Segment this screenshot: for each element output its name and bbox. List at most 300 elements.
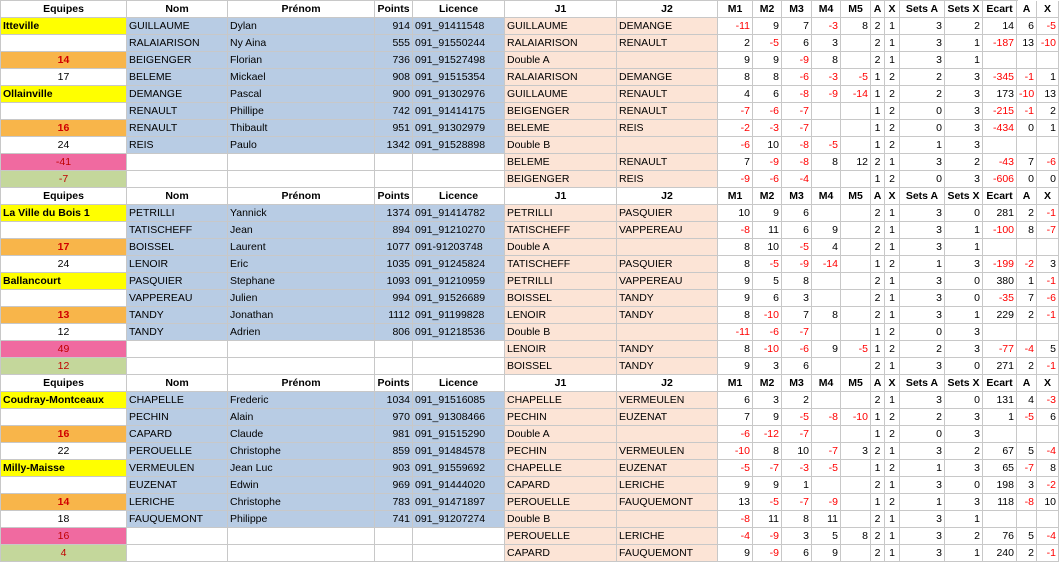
team-summary-cell[interactable]: 16 — [1, 426, 127, 443]
match-score-m2[interactable]: -5 — [753, 35, 782, 52]
match-j1[interactable]: BEIGENGER — [505, 171, 617, 188]
match-j2[interactable] — [617, 239, 718, 256]
match-score-m2[interactable]: 10 — [753, 137, 782, 154]
team-summary-cell[interactable]: 49 — [1, 341, 127, 358]
team-summary-cell[interactable]: 14 — [1, 494, 127, 511]
match-sets-x[interactable]: 2 — [945, 18, 983, 35]
match-sets-x[interactable]: 1 — [945, 239, 983, 256]
match-score-m5[interactable] — [841, 324, 871, 341]
player-points[interactable]: 1034 — [375, 392, 413, 409]
empty-cell[interactable] — [375, 528, 413, 545]
match-x-points[interactable]: -1 — [1037, 358, 1059, 375]
match-score-m3[interactable]: 3 — [782, 290, 812, 307]
match-score-m4[interactable] — [812, 273, 841, 290]
player-nom[interactable]: TANDY — [127, 324, 228, 341]
player-prenom[interactable]: Jonathan — [228, 307, 375, 324]
match-a[interactable]: 1 — [871, 341, 885, 358]
header-nom[interactable]: Nom — [127, 1, 228, 18]
match-a-points[interactable]: 2 — [1017, 205, 1037, 222]
player-licence[interactable]: 091_91245824 — [413, 256, 505, 273]
match-x[interactable]: 1 — [885, 35, 900, 52]
match-score-m1[interactable]: 9 — [718, 358, 753, 375]
match-score-m3[interactable]: -8 — [782, 86, 812, 103]
team-summary-cell[interactable]: Milly-Maisse — [1, 460, 127, 477]
match-x-points[interactable]: 8 — [1037, 460, 1059, 477]
match-ecart[interactable]: 198 — [983, 477, 1017, 494]
match-sets-a[interactable]: 0 — [900, 426, 945, 443]
player-points[interactable]: 742 — [375, 103, 413, 120]
empty-cell[interactable] — [228, 528, 375, 545]
player-licence[interactable]: 091_91515290 — [413, 426, 505, 443]
match-x[interactable]: 1 — [885, 528, 900, 545]
match-ecart[interactable]: 67 — [983, 443, 1017, 460]
player-points[interactable]: 1342 — [375, 137, 413, 154]
team-summary-cell[interactable] — [1, 222, 127, 239]
match-j2[interactable]: DEMANGE — [617, 69, 718, 86]
match-j1[interactable]: CHAPELLE — [505, 392, 617, 409]
match-sets-x[interactable]: 3 — [945, 86, 983, 103]
match-j2[interactable]: DEMANGE — [617, 18, 718, 35]
match-a-points[interactable]: -8 — [1017, 494, 1037, 511]
player-points[interactable]: 741 — [375, 511, 413, 528]
match-j1[interactable]: RALAIARISON — [505, 35, 617, 52]
player-licence[interactable]: 091_91207274 — [413, 511, 505, 528]
header-m1[interactable]: M1 — [718, 375, 753, 392]
match-j1[interactable]: Double B — [505, 511, 617, 528]
match-sets-a[interactable]: 3 — [900, 290, 945, 307]
match-score-m1[interactable]: 9 — [718, 545, 753, 562]
match-a[interactable]: 2 — [871, 35, 885, 52]
match-j1[interactable]: RALAIARISON — [505, 69, 617, 86]
match-score-m2[interactable]: -5 — [753, 256, 782, 273]
player-nom[interactable]: LERICHE — [127, 494, 228, 511]
match-score-m3[interactable]: 8 — [782, 511, 812, 528]
match-x-points[interactable]: 1 — [1037, 69, 1059, 86]
match-j2[interactable]: TANDY — [617, 307, 718, 324]
match-x-points[interactable] — [1037, 52, 1059, 69]
match-score-m2[interactable]: 8 — [753, 69, 782, 86]
match-score-m1[interactable]: -11 — [718, 18, 753, 35]
player-points[interactable]: 903 — [375, 460, 413, 477]
match-sets-x[interactable]: 0 — [945, 290, 983, 307]
match-score-m2[interactable]: 11 — [753, 222, 782, 239]
match-score-m2[interactable]: -6 — [753, 103, 782, 120]
match-x[interactable]: 1 — [885, 443, 900, 460]
match-sets-x[interactable]: 2 — [945, 528, 983, 545]
match-a[interactable]: 2 — [871, 477, 885, 494]
match-score-m4[interactable] — [812, 103, 841, 120]
match-sets-a[interactable]: 3 — [900, 239, 945, 256]
header-sets-a[interactable]: Sets A — [900, 188, 945, 205]
match-score-m4[interactable] — [812, 205, 841, 222]
header-sets-x[interactable]: Sets X — [945, 375, 983, 392]
player-nom[interactable]: FAUQUEMONT — [127, 511, 228, 528]
match-sets-x[interactable]: 0 — [945, 392, 983, 409]
player-nom[interactable]: PECHIN — [127, 409, 228, 426]
player-prenom[interactable]: Christophe — [228, 443, 375, 460]
header-j1[interactable]: J1 — [505, 375, 617, 392]
match-score-m3[interactable]: -8 — [782, 137, 812, 154]
match-x[interactable]: 1 — [885, 239, 900, 256]
match-score-m4[interactable] — [812, 120, 841, 137]
match-a-points[interactable] — [1017, 324, 1037, 341]
match-score-m1[interactable]: -9 — [718, 171, 753, 188]
empty-cell[interactable] — [413, 154, 505, 171]
match-sets-a[interactable]: 3 — [900, 358, 945, 375]
match-j2[interactable]: LERICHE — [617, 477, 718, 494]
match-j2[interactable] — [617, 426, 718, 443]
match-j1[interactable]: Double A — [505, 239, 617, 256]
match-score-m5[interactable] — [841, 511, 871, 528]
match-x[interactable]: 2 — [885, 409, 900, 426]
match-x-points[interactable] — [1037, 511, 1059, 528]
player-nom[interactable]: TANDY — [127, 307, 228, 324]
match-score-m5[interactable]: 8 — [841, 18, 871, 35]
match-score-m2[interactable]: -9 — [753, 528, 782, 545]
match-sets-a[interactable]: 3 — [900, 392, 945, 409]
match-j1[interactable]: PETRILLI — [505, 273, 617, 290]
header-m3[interactable]: M3 — [782, 375, 812, 392]
match-x[interactable]: 1 — [885, 477, 900, 494]
match-a[interactable]: 2 — [871, 528, 885, 545]
match-j2[interactable] — [617, 137, 718, 154]
match-sets-x[interactable]: 2 — [945, 154, 983, 171]
player-points[interactable]: 1112 — [375, 307, 413, 324]
player-prenom[interactable]: Claude — [228, 426, 375, 443]
match-j2[interactable]: RENAULT — [617, 86, 718, 103]
player-prenom[interactable]: Mickael — [228, 69, 375, 86]
match-score-m5[interactable] — [841, 290, 871, 307]
match-sets-x[interactable]: 3 — [945, 171, 983, 188]
player-nom[interactable]: BOISSEL — [127, 239, 228, 256]
match-score-m5[interactable] — [841, 494, 871, 511]
header-nom[interactable]: Nom — [127, 188, 228, 205]
match-x[interactable]: 1 — [885, 511, 900, 528]
match-score-m2[interactable]: 9 — [753, 409, 782, 426]
player-nom[interactable]: PASQUIER — [127, 273, 228, 290]
match-score-m2[interactable]: 11 — [753, 511, 782, 528]
header-team[interactable]: Equipes — [1, 375, 127, 392]
match-j2[interactable]: RENAULT — [617, 35, 718, 52]
header-a[interactable]: A — [871, 1, 885, 18]
match-j1[interactable]: GUILLAUME — [505, 86, 617, 103]
match-x-points[interactable]: -6 — [1037, 290, 1059, 307]
match-sets-a[interactable]: 1 — [900, 494, 945, 511]
match-a[interactable]: 1 — [871, 426, 885, 443]
match-sets-a[interactable]: 0 — [900, 103, 945, 120]
match-score-m3[interactable]: -7 — [782, 494, 812, 511]
match-ecart[interactable]: 1 — [983, 409, 1017, 426]
match-a-points[interactable]: 4 — [1017, 392, 1037, 409]
match-score-m4[interactable]: 9 — [812, 222, 841, 239]
match-score-m1[interactable]: 8 — [718, 69, 753, 86]
match-score-m5[interactable] — [841, 239, 871, 256]
player-licence[interactable]: 091-91203748 — [413, 239, 505, 256]
match-score-m4[interactable]: -14 — [812, 256, 841, 273]
match-sets-a[interactable]: 1 — [900, 460, 945, 477]
match-score-m2[interactable]: 8 — [753, 443, 782, 460]
player-nom[interactable]: BELEME — [127, 69, 228, 86]
match-a[interactable]: 2 — [871, 290, 885, 307]
match-score-m3[interactable]: -8 — [782, 154, 812, 171]
match-score-m5[interactable] — [841, 460, 871, 477]
player-nom[interactable]: EUZENAT — [127, 477, 228, 494]
player-licence[interactable]: 091_91302976 — [413, 86, 505, 103]
player-nom[interactable]: PETRILLI — [127, 205, 228, 222]
match-x[interactable]: 2 — [885, 69, 900, 86]
match-a[interactable]: 2 — [871, 443, 885, 460]
match-score-m2[interactable]: 10 — [753, 239, 782, 256]
player-nom[interactable]: LENOIR — [127, 256, 228, 273]
header-x2[interactable]: X — [1037, 1, 1059, 18]
match-score-m1[interactable]: 8 — [718, 341, 753, 358]
match-score-m2[interactable]: -6 — [753, 324, 782, 341]
match-a[interactable]: 1 — [871, 460, 885, 477]
header-a2[interactable]: A — [1017, 188, 1037, 205]
player-licence[interactable]: 091_91526689 — [413, 290, 505, 307]
match-score-m1[interactable]: 7 — [718, 409, 753, 426]
empty-cell[interactable] — [375, 341, 413, 358]
player-points[interactable]: 914 — [375, 18, 413, 35]
team-summary-cell[interactable]: Coudray-Montceaux — [1, 392, 127, 409]
team-summary-cell[interactable]: 17 — [1, 239, 127, 256]
player-prenom[interactable]: Pascal — [228, 86, 375, 103]
match-x-points[interactable]: -1 — [1037, 273, 1059, 290]
player-points[interactable]: 951 — [375, 120, 413, 137]
team-summary-cell[interactable] — [1, 103, 127, 120]
match-x-points[interactable] — [1037, 324, 1059, 341]
match-score-m2[interactable]: 9 — [753, 477, 782, 494]
team-summary-cell[interactable]: Ollainville — [1, 86, 127, 103]
match-score-m4[interactable] — [812, 290, 841, 307]
match-score-m5[interactable] — [841, 103, 871, 120]
match-score-m1[interactable]: 2 — [718, 35, 753, 52]
player-licence[interactable]: 091_91411548 — [413, 18, 505, 35]
match-x[interactable]: 1 — [885, 52, 900, 69]
match-score-m4[interactable]: 4 — [812, 239, 841, 256]
player-points[interactable]: 900 — [375, 86, 413, 103]
match-score-m2[interactable]: -5 — [753, 494, 782, 511]
empty-cell[interactable] — [228, 154, 375, 171]
match-a-points[interactable]: 5 — [1017, 443, 1037, 460]
match-score-m5[interactable] — [841, 392, 871, 409]
match-sets-x[interactable]: 3 — [945, 256, 983, 273]
match-j2[interactable]: REIS — [617, 120, 718, 137]
match-score-m2[interactable]: 3 — [753, 392, 782, 409]
match-score-m3[interactable]: 7 — [782, 307, 812, 324]
match-x-points[interactable]: -1 — [1037, 307, 1059, 324]
player-licence[interactable]: 091_91516085 — [413, 392, 505, 409]
match-a-points[interactable]: 13 — [1017, 35, 1037, 52]
empty-cell[interactable] — [375, 358, 413, 375]
match-a[interactable]: 1 — [871, 120, 885, 137]
empty-cell[interactable] — [228, 171, 375, 188]
team-summary-cell[interactable] — [1, 290, 127, 307]
match-score-m5[interactable]: -14 — [841, 86, 871, 103]
header-sets-a[interactable]: Sets A — [900, 375, 945, 392]
match-score-m1[interactable]: 6 — [718, 392, 753, 409]
match-a-points[interactable]: -7 — [1017, 460, 1037, 477]
match-score-m5[interactable] — [841, 35, 871, 52]
match-score-m1[interactable]: 9 — [718, 477, 753, 494]
player-prenom[interactable]: Laurent — [228, 239, 375, 256]
match-x-points[interactable]: 10 — [1037, 494, 1059, 511]
empty-cell[interactable] — [228, 341, 375, 358]
match-score-m5[interactable] — [841, 307, 871, 324]
team-summary-cell[interactable]: Ballancourt — [1, 273, 127, 290]
player-nom[interactable]: REIS — [127, 137, 228, 154]
match-ecart[interactable]: -199 — [983, 256, 1017, 273]
match-score-m4[interactable]: -3 — [812, 69, 841, 86]
match-ecart[interactable] — [983, 137, 1017, 154]
player-points[interactable]: 1374 — [375, 205, 413, 222]
match-score-m4[interactable] — [812, 392, 841, 409]
match-score-m5[interactable] — [841, 222, 871, 239]
team-summary-cell[interactable] — [1, 477, 127, 494]
team-summary-cell[interactable]: -7 — [1, 171, 127, 188]
match-score-m2[interactable]: -7 — [753, 460, 782, 477]
player-nom[interactable]: BEIGENGER — [127, 52, 228, 69]
match-score-m4[interactable] — [812, 324, 841, 341]
match-sets-a[interactable]: 3 — [900, 545, 945, 562]
match-sets-a[interactable]: 3 — [900, 443, 945, 460]
header-j1[interactable]: J1 — [505, 188, 617, 205]
match-x[interactable]: 1 — [885, 222, 900, 239]
match-sets-x[interactable]: 3 — [945, 494, 983, 511]
match-a[interactable]: 2 — [871, 545, 885, 562]
match-ecart[interactable]: 76 — [983, 528, 1017, 545]
match-ecart[interactable]: -606 — [983, 171, 1017, 188]
match-j2[interactable]: RENAULT — [617, 103, 718, 120]
header-m3[interactable]: M3 — [782, 1, 812, 18]
match-j1[interactable]: PECHIN — [505, 409, 617, 426]
match-score-m1[interactable]: 9 — [718, 52, 753, 69]
empty-cell[interactable] — [127, 358, 228, 375]
match-x-points[interactable]: -3 — [1037, 392, 1059, 409]
player-nom[interactable]: RENAULT — [127, 103, 228, 120]
match-score-m1[interactable]: 9 — [718, 273, 753, 290]
match-ecart[interactable]: 65 — [983, 460, 1017, 477]
match-j1[interactable]: LENOIR — [505, 341, 617, 358]
match-score-m1[interactable]: 4 — [718, 86, 753, 103]
match-ecart[interactable]: -187 — [983, 35, 1017, 52]
match-x-points[interactable]: -7 — [1037, 222, 1059, 239]
player-licence[interactable]: 091_91199828 — [413, 307, 505, 324]
team-summary-cell[interactable]: 24 — [1, 256, 127, 273]
player-prenom[interactable]: Thibault — [228, 120, 375, 137]
team-summary-cell[interactable]: 17 — [1, 69, 127, 86]
header-m2[interactable]: M2 — [753, 188, 782, 205]
match-sets-a[interactable]: 3 — [900, 35, 945, 52]
match-score-m3[interactable]: 1 — [782, 477, 812, 494]
header-m2[interactable]: M2 — [753, 375, 782, 392]
match-ecart[interactable]: 271 — [983, 358, 1017, 375]
team-summary-cell[interactable]: 16 — [1, 120, 127, 137]
match-x[interactable]: 2 — [885, 137, 900, 154]
match-a-points[interactable] — [1017, 426, 1037, 443]
header-j2[interactable]: J2 — [617, 1, 718, 18]
match-sets-x[interactable]: 0 — [945, 358, 983, 375]
player-points[interactable]: 970 — [375, 409, 413, 426]
match-ecart[interactable]: -345 — [983, 69, 1017, 86]
match-sets-a[interactable]: 3 — [900, 18, 945, 35]
match-score-m3[interactable]: 6 — [782, 358, 812, 375]
match-sets-x[interactable]: 1 — [945, 52, 983, 69]
match-j2[interactable]: REIS — [617, 171, 718, 188]
match-score-m2[interactable]: -6 — [753, 171, 782, 188]
match-sets-x[interactable]: 1 — [945, 545, 983, 562]
match-a-points[interactable]: 7 — [1017, 290, 1037, 307]
match-sets-x[interactable]: 3 — [945, 426, 983, 443]
match-x-points[interactable]: 5 — [1037, 341, 1059, 358]
match-x[interactable]: 1 — [885, 290, 900, 307]
player-nom[interactable]: PEROUELLE — [127, 443, 228, 460]
header-m5[interactable]: M5 — [841, 1, 871, 18]
match-score-m3[interactable]: 8 — [782, 273, 812, 290]
player-nom[interactable]: CAPARD — [127, 426, 228, 443]
match-a[interactable]: 2 — [871, 392, 885, 409]
match-score-m5[interactable] — [841, 171, 871, 188]
match-a-points[interactable]: 7 — [1017, 154, 1037, 171]
match-a-points[interactable]: -10 — [1017, 86, 1037, 103]
header-ecart[interactable]: Ecart — [983, 375, 1017, 392]
match-j2[interactable]: VERMEULEN — [617, 443, 718, 460]
match-score-m5[interactable] — [841, 52, 871, 69]
empty-cell[interactable] — [375, 171, 413, 188]
match-score-m1[interactable]: -6 — [718, 426, 753, 443]
match-x[interactable]: 2 — [885, 494, 900, 511]
header-sets-x[interactable]: Sets X — [945, 188, 983, 205]
player-points[interactable]: 908 — [375, 69, 413, 86]
header-points[interactable]: Points — [375, 188, 413, 205]
match-a[interactable]: 1 — [871, 256, 885, 273]
match-score-m4[interactable]: 11 — [812, 511, 841, 528]
team-summary-cell[interactable]: 4 — [1, 545, 127, 562]
empty-cell[interactable] — [127, 528, 228, 545]
header-a2[interactable]: A — [1017, 1, 1037, 18]
match-a[interactable]: 2 — [871, 52, 885, 69]
match-x-points[interactable]: 1 — [1037, 120, 1059, 137]
player-licence[interactable]: 091_91210959 — [413, 273, 505, 290]
match-x-points[interactable]: -1 — [1037, 545, 1059, 562]
player-licence[interactable]: 091_91559692 — [413, 460, 505, 477]
match-x-points[interactable]: -2 — [1037, 477, 1059, 494]
match-sets-a[interactable]: 3 — [900, 528, 945, 545]
match-a-points[interactable] — [1017, 137, 1037, 154]
player-nom[interactable]: CHAPELLE — [127, 392, 228, 409]
match-a-points[interactable]: 2 — [1017, 545, 1037, 562]
match-j2[interactable]: VAPPEREAU — [617, 222, 718, 239]
header-a[interactable]: A — [871, 188, 885, 205]
player-nom[interactable]: VAPPEREAU — [127, 290, 228, 307]
match-score-m4[interactable]: 5 — [812, 528, 841, 545]
header-points[interactable]: Points — [375, 375, 413, 392]
match-score-m1[interactable]: 8 — [718, 256, 753, 273]
match-score-m5[interactable]: 3 — [841, 443, 871, 460]
match-a-points[interactable]: 8 — [1017, 222, 1037, 239]
player-points[interactable]: 1093 — [375, 273, 413, 290]
player-points[interactable]: 981 — [375, 426, 413, 443]
match-ecart[interactable]: -100 — [983, 222, 1017, 239]
match-j1[interactable]: TATISCHEFF — [505, 256, 617, 273]
match-score-m3[interactable]: 6 — [782, 205, 812, 222]
match-j1[interactable]: BEIGENGER — [505, 103, 617, 120]
header-m4[interactable]: M4 — [812, 1, 841, 18]
match-sets-x[interactable]: 0 — [945, 205, 983, 222]
match-j2[interactable]: VAPPEREAU — [617, 273, 718, 290]
player-points[interactable]: 1077 — [375, 239, 413, 256]
match-score-m1[interactable]: -7 — [718, 103, 753, 120]
